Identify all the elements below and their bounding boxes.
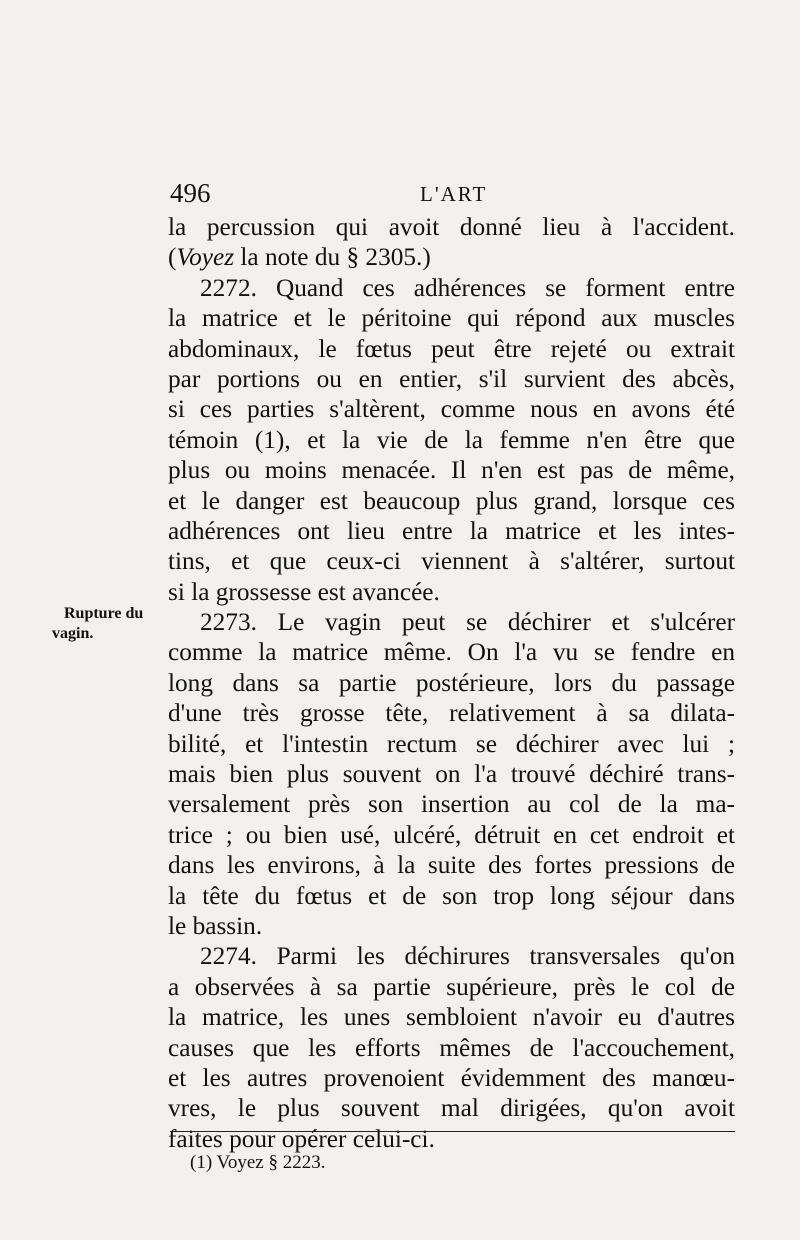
page-number: 496 xyxy=(170,178,211,208)
footnote: (1) Voyez § 2223. xyxy=(190,1152,326,1173)
italic-word: Voyez xyxy=(176,243,235,272)
text-line: tins, et que ceux-ci viennent à s'altérer, surtout xyxy=(168,547,735,576)
text-line: si ces parties s'altèrent, comme nous en avons été xyxy=(168,395,735,424)
text-line: 2272. Quand ces adhérences se forment entre xyxy=(200,273,735,302)
text-line: d'une très grosse tête, relativement à sa dilata- xyxy=(168,699,735,728)
text-line: 2274. Parmi les déchirures transversales qu'on xyxy=(200,942,735,971)
text-line: adhérences ont lieu entre la matrice et les intes- xyxy=(168,516,735,545)
text-line: témoin (1), et la vie de la femme n'en être que xyxy=(168,425,735,454)
text-line: comme la matrice même. On l'a vu se fendre en xyxy=(168,638,735,667)
margin-note-line: vagin. xyxy=(52,625,94,642)
text-line: faites pour opérer celui-ci. xyxy=(168,1124,435,1153)
text-line: causes que les efforts mêmes de l'accouchement, xyxy=(168,1033,735,1062)
page-header xyxy=(170,178,735,214)
footnote-rule xyxy=(170,1131,735,1132)
text-line: (Voyez la note du § 2305.) xyxy=(168,243,431,272)
text-line: la percussion qui avoit donné lieu à l'accident. xyxy=(168,213,735,241)
text-line: par portions ou en entier, s'il survient des abcès, xyxy=(168,364,735,393)
text-line: mais bien plus souvent on l'a trouvé déchiré trans- xyxy=(168,760,735,789)
text-line: et les autres provenoient évidemment des manœu- xyxy=(168,1063,735,1092)
text-line: abdominaux, le fœtus peut être rejeté ou extrait xyxy=(168,334,735,363)
text-line: la matrice, les unes sembloient n'avoir eu d'autres xyxy=(168,1003,735,1032)
text-line: vres, le plus souvent mal dirigées, qu'on avoit xyxy=(168,1094,735,1123)
text-line: a observées à sa partie supérieure, près le col de xyxy=(168,972,735,1001)
text-line: 2273. Le vagin peut se déchirer et s'ulcérer xyxy=(200,608,735,637)
running-title: L'ART xyxy=(420,182,488,206)
text-line: long dans sa partie postérieure, lors du passage xyxy=(168,668,735,697)
text-line: la tête du fœtus et de son trop long séjour dans xyxy=(168,881,735,910)
text-line: et le danger est beaucoup plus grand, lorsque ces xyxy=(168,486,735,515)
margin-note-line: Rupture du xyxy=(64,605,144,622)
text-line: la matrice et le péritoine qui répond aux muscles xyxy=(168,304,735,333)
margin-note xyxy=(52,604,167,644)
text-line: trice ; ou bien usé, ulcéré, détruit en cet endroit et xyxy=(168,820,735,849)
body-text xyxy=(168,212,735,1154)
text-line: plus ou moins menacée. Il n'en est pas de même, xyxy=(168,456,735,485)
text-line: dans les environs, à la suite des fortes pressions de xyxy=(168,851,735,880)
text-line: versalement près son insertion au col de la ma- xyxy=(168,790,735,819)
text-line: si la grossesse est avancée. xyxy=(168,577,440,606)
text-line: bilité, et l'intestin rectum se déchirer avec lui ; xyxy=(168,729,735,758)
text-line: le bassin. xyxy=(168,911,263,940)
